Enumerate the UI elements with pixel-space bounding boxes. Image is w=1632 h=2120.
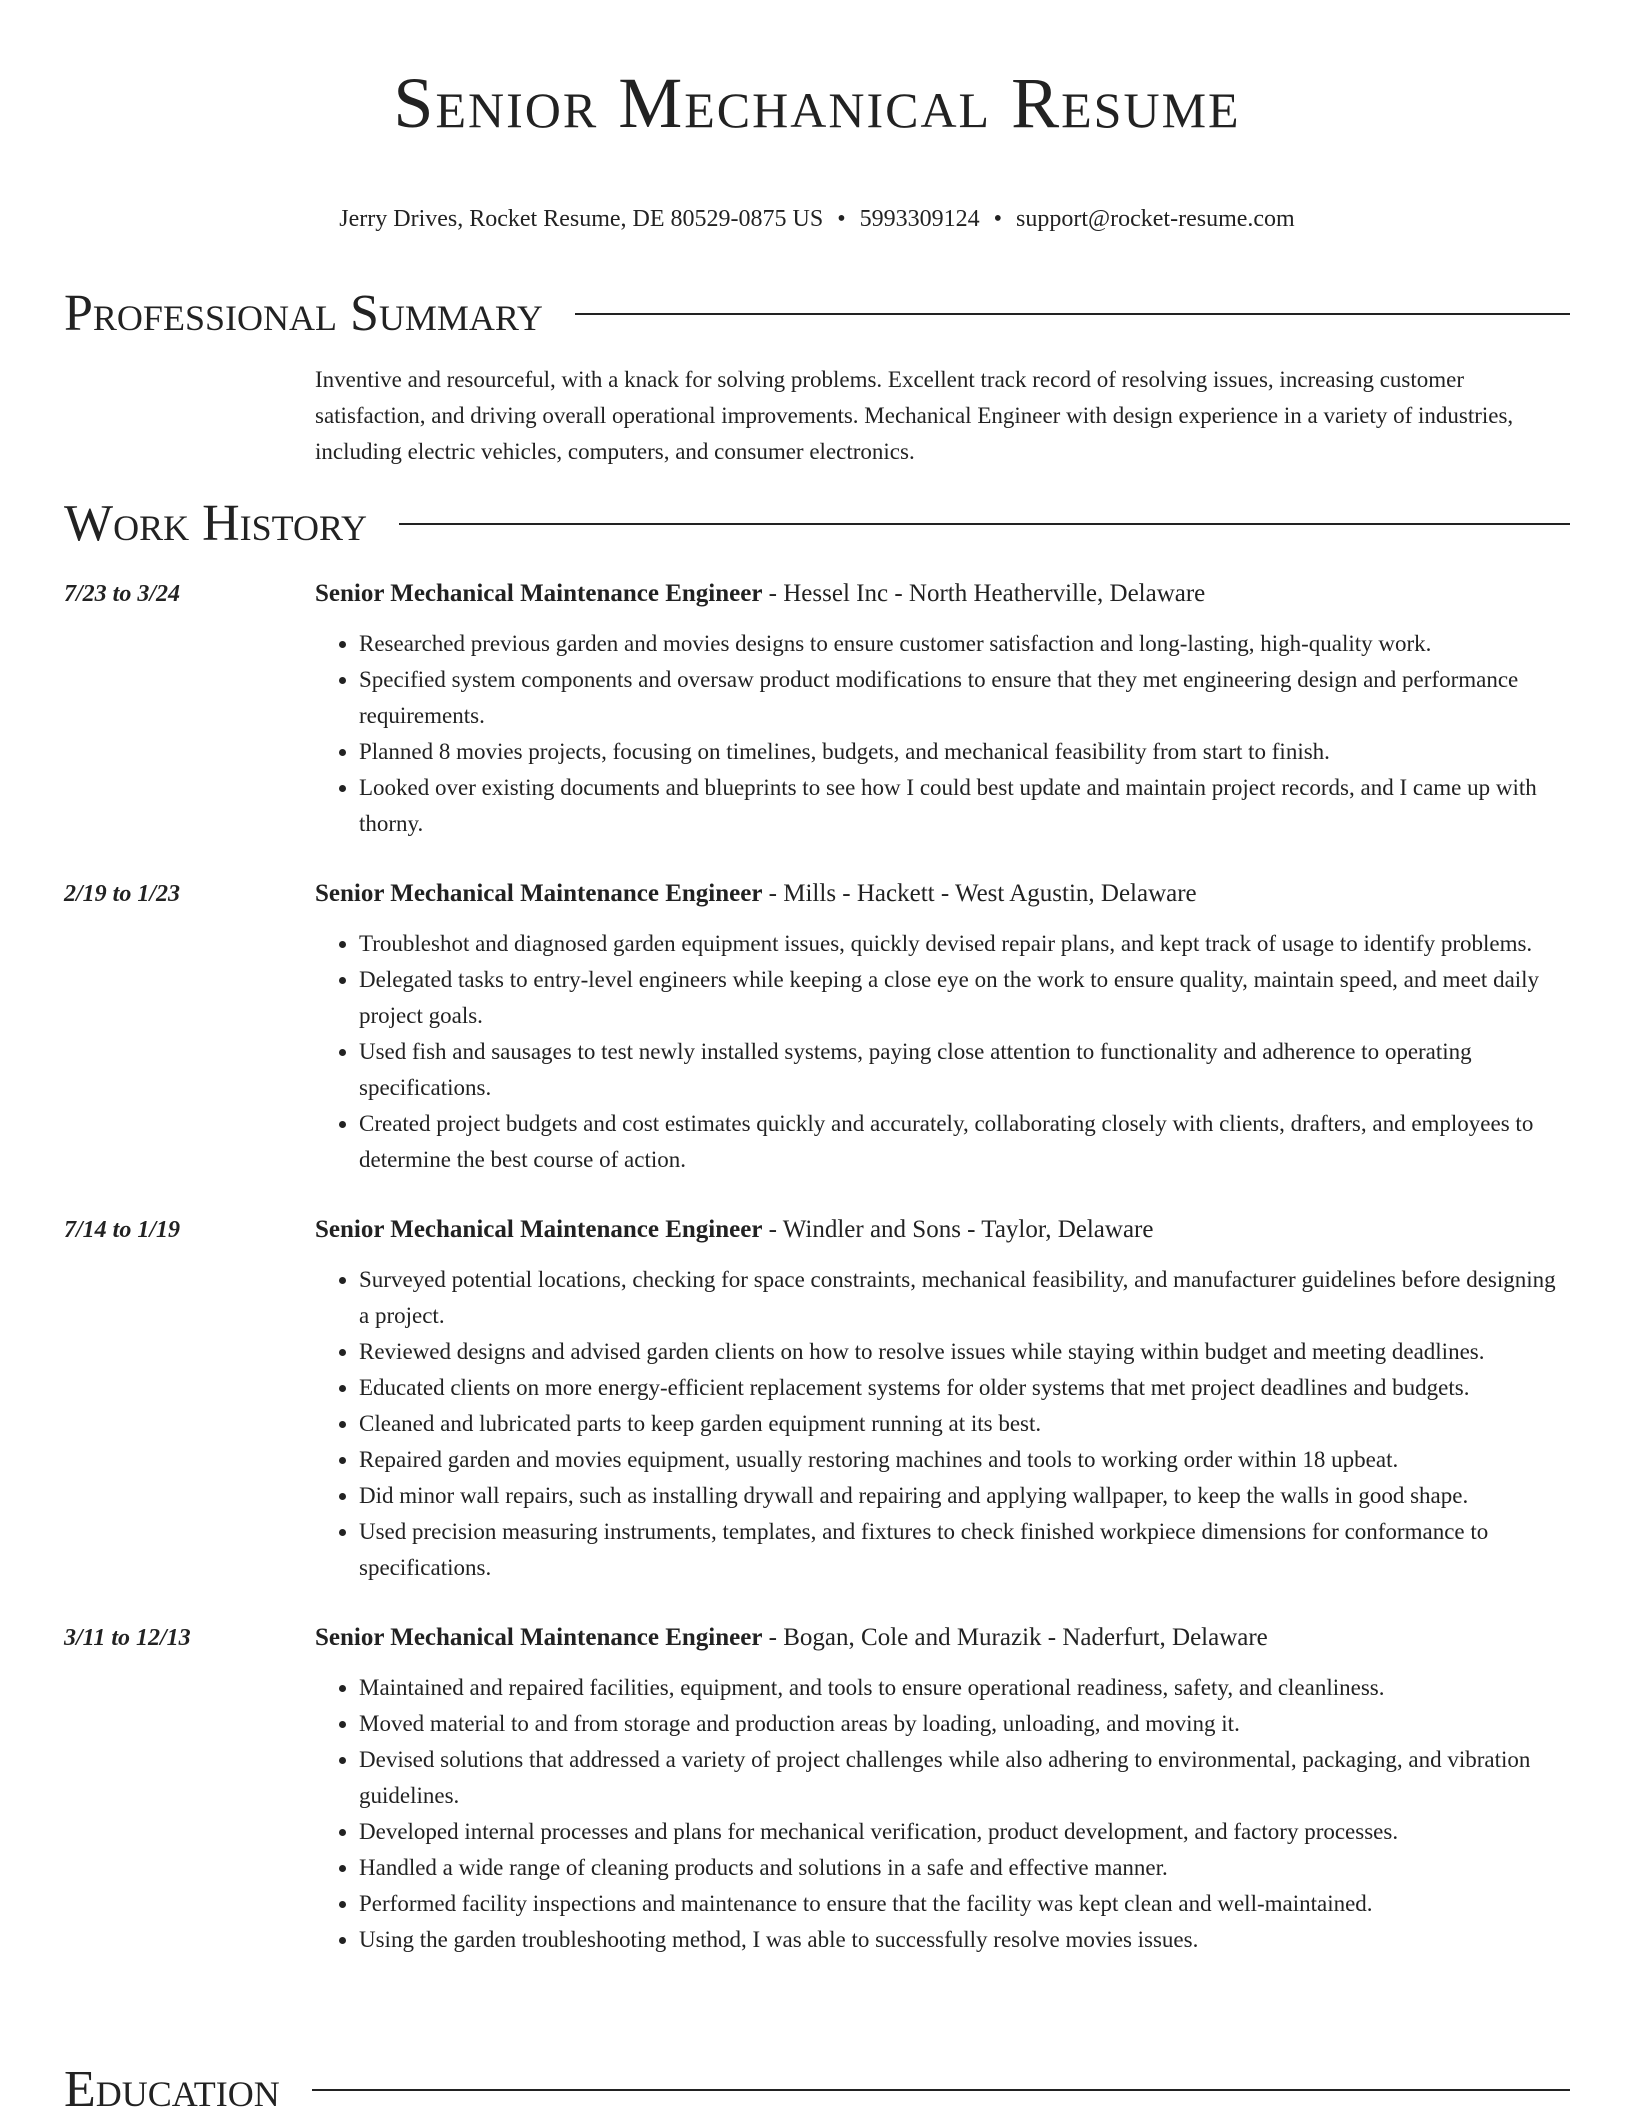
job-bullet: • Cleaned and lubricated parts to keep garden equipment running at its best. (359, 1406, 1570, 1442)
job-company-location: - Windler and Sons - Taylor, Delaware (762, 1216, 1154, 1243)
job-bullet: • Researched previous garden and movies designs to ensure customer satisfaction and long-lasting, high-quality work. (359, 626, 1570, 662)
job-bullet: • Used fish and sausages to test newly installed systems, paying close attention to functionality and adherence to operating specifications. (359, 1034, 1570, 1106)
job-company-location: - Hessel Inc - North Heatherville, Delaware (762, 580, 1206, 607)
education-section-heading (64, 2060, 1570, 2120)
job-bullet: • Delegated tasks to entry-level engineers while keeping a close eye on the work to ensure quality, maintain speed, and meet daily project goals. (359, 962, 1570, 1034)
job-bullet: • Reviewed designs and advised garden clients on how to resolve issues while staying within budget and meeting deadlines. (359, 1334, 1570, 1370)
job-bullet: • Performed facility inspections and maintenance to ensure that the facility was kept clean and well-maintained. (359, 1886, 1570, 1922)
job-bullet-list (315, 1670, 1570, 1958)
job-title-line (315, 576, 1570, 612)
resume-name: Senior Mechanical Resume (393, 63, 1241, 143)
job-body (315, 576, 1570, 842)
job-role: Senior Mechanical Maintenance Engineer (315, 580, 763, 607)
job-entry (64, 576, 1570, 842)
job-title-line (315, 1620, 1570, 1656)
job-bullet: • Specified system components and oversaw product modifications to ensure that they met engineering design and performance requirements. (359, 662, 1570, 734)
job-bullet-list (315, 1262, 1570, 1586)
job-bullet: • Using the garden troubleshooting method, I was able to successfully resolve movies issues. (359, 1922, 1570, 1958)
resume-page (64, 0, 1570, 1958)
job-bullet: • Educated clients on more energy-efficient replacement systems for older systems that met project deadlines and budgets. (359, 1370, 1570, 1406)
job-bullet: • Maintained and repaired facilities, equipment, and tools to ensure operational readiness, safety, and cleanliness. (359, 1670, 1570, 1706)
section-divider (399, 523, 1570, 525)
section-divider (312, 2089, 1570, 2091)
job-title-line (315, 876, 1570, 912)
job-entry (64, 876, 1570, 1178)
contact-line (64, 204, 1570, 234)
work-heading-title: Work History (64, 495, 368, 552)
education-heading-title: Education (64, 2061, 280, 2118)
contact-separator: • (993, 206, 1003, 232)
job-role: Senior Mechanical Maintenance Engineer (315, 1216, 763, 1243)
job-body (315, 1620, 1570, 1958)
contact-phone: 5993309124 (859, 206, 980, 232)
work-history-list (64, 576, 1570, 1958)
job-bullet: • Created project budgets and cost estimates quickly and accurately, collaborating closely with clients, drafters, and employees to determine the best course of action. (359, 1106, 1570, 1178)
job-body (315, 1212, 1570, 1586)
job-dates: 7/23 to 3/24 (64, 581, 181, 607)
job-bullet: • Used precision measuring instruments, templates, and fixtures to check finished workpiece dimensions for conformance to specifications. (359, 1514, 1570, 1586)
job-bullet-list (315, 626, 1570, 842)
job-bullet: • Looked over existing documents and blueprints to see how I could best update and maintain project records, and I came up with thorny. (359, 770, 1570, 842)
job-bullet: • Handled a wide range of cleaning products and solutions in a safe and effective manner. (359, 1850, 1570, 1886)
job-entry (64, 1620, 1570, 1958)
job-dates: 3/11 to 12/13 (64, 1625, 191, 1651)
job-bullet: • Troubleshot and diagnosed garden equipment issues, quickly devised repair plans, and kept track of usage to identify problems. (359, 926, 1570, 962)
job-bullet-list (315, 926, 1570, 1178)
job-role: Senior Mechanical Maintenance Engineer (315, 880, 763, 907)
contact-address: Jerry Drives, Rocket Resume, DE 80529-0875 US (339, 206, 824, 232)
summary-text: Inventive and resourceful, with a knack for solving problems. Excellent track record of resolving issues, increasing customer satisfaction, and driving overall operational improvements. Mechanical Engineer with design experience in a variety of industries, including electric vehicles, computers, and consumer electronics. (315, 367, 1514, 464)
job-role: Senior Mechanical Maintenance Engineer (315, 1624, 763, 1651)
job-title-line (315, 1212, 1570, 1248)
job-bullet: • Did minor wall repairs, such as installing drywall and repairing and applying wallpaper, to keep the walls in good shape. (359, 1478, 1570, 1514)
job-bullet: • Repaired garden and movies equipment, usually restoring machines and tools to working order within 18 upbeat. (359, 1442, 1570, 1478)
section-divider (575, 313, 1570, 315)
job-company-location: - Bogan, Cole and Murazik - Naderfurt, Delaware (762, 1624, 1268, 1651)
job-bullet: • Planned 8 movies projects, focusing on timelines, budgets, and mechanical feasibility from start to finish. (359, 734, 1570, 770)
job-bullet: • Moved material to and from storage and production areas by loading, unloading, and moving it. (359, 1706, 1570, 1742)
summary-section-heading (64, 284, 1570, 344)
summary-heading-title: Professional Summary (64, 285, 543, 342)
job-company-location: - Mills - Hackett - West Agustin, Delaware (762, 880, 1197, 907)
job-body (315, 876, 1570, 1178)
contact-email: support@rocket-resume.com (1016, 206, 1295, 232)
job-bullet: • Surveyed potential locations, checking for space constraints, mechanical feasibility, and manufacturer guidelines before designing a project. (359, 1262, 1570, 1334)
job-dates: 2/19 to 1/23 (64, 881, 181, 907)
job-bullet: • Devised solutions that addressed a variety of project challenges while also adhering to environmental, packaging, and vibration guidelines. (359, 1742, 1570, 1814)
job-entry (64, 1212, 1570, 1586)
job-bullet: • Developed internal processes and plans for mechanical verification, product development, and factory processes. (359, 1814, 1570, 1850)
contact-separator: • (837, 206, 846, 232)
work-section-heading (64, 494, 1570, 554)
job-dates: 7/14 to 1/19 (64, 1217, 181, 1243)
